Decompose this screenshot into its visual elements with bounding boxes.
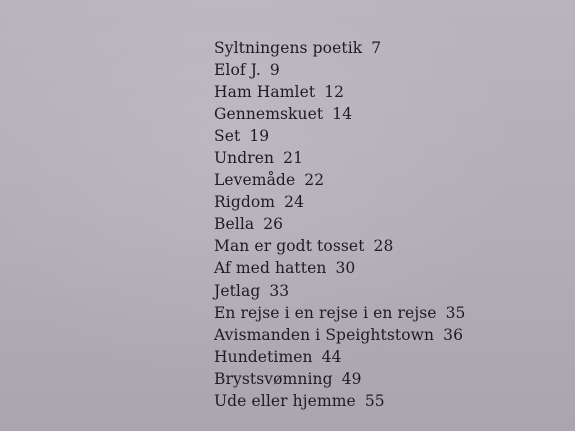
toc-entry-title: Bella [214, 215, 255, 234]
toc-entry-page: 35 [445, 303, 466, 322]
toc-entry-page: 12 [324, 83, 345, 102]
toc-entry-page: 7 [371, 39, 382, 57]
toc-entry-page: 21 [283, 149, 304, 168]
toc-entry-title: Gennemskuet [214, 105, 324, 124]
toc-entry-title: En rejse i en rejse i en rejse [214, 303, 437, 322]
toc-entry [214, 368, 466, 390]
toc-entry-page: 14 [332, 105, 353, 124]
toc-entry-page: 36 [443, 325, 464, 344]
toc-entry-title: Undren [214, 149, 275, 168]
toc-entry [214, 213, 466, 235]
toc-entry-title: Avismanden i Speightstown [214, 325, 435, 344]
toc-entry-title: Set [214, 127, 241, 146]
toc-entry [214, 390, 466, 412]
toc-entry-page: 24 [284, 193, 305, 212]
toc-entry [214, 147, 466, 169]
toc-entry [214, 103, 466, 125]
toc-entry-title: Elof J. [214, 61, 261, 80]
toc-entry [214, 257, 466, 279]
toc-entry-page: 19 [249, 127, 270, 146]
toc-entry [214, 37, 466, 59]
toc-entry [214, 191, 466, 213]
toc-entry-page: 33 [269, 281, 290, 300]
toc-entry-page: 22 [304, 171, 325, 190]
toc-entry-title: Rigdom [214, 193, 276, 212]
toc-entry-page: 30 [335, 259, 356, 278]
toc-entry [214, 59, 466, 81]
toc-entry [214, 302, 466, 324]
toc-entry [214, 346, 466, 368]
table-of-contents [214, 37, 466, 412]
toc-entry-title: Af med hatten [214, 259, 327, 278]
toc-entry [214, 280, 466, 302]
toc-entry-page: 26 [263, 215, 284, 234]
toc-entry-title: Brystsvømning [214, 369, 333, 388]
toc-entry [214, 169, 466, 191]
toc-entry-title: Jetlag [214, 281, 261, 300]
toc-entry [214, 235, 466, 257]
toc-entry-title: Syltningens poetik [214, 39, 363, 57]
toc-entry-page: 28 [373, 237, 394, 256]
toc-entry-title: Man er godt tosset [214, 237, 365, 256]
toc-entry-page: 49 [341, 369, 362, 388]
toc-entry-title: Levemåde [214, 171, 296, 190]
toc-entry-page: 9 [269, 61, 280, 80]
toc-entry-page: 55 [364, 391, 385, 410]
toc-entry [214, 125, 466, 147]
toc-entry-page: 44 [321, 347, 342, 366]
toc-entry-title: Ude eller hjemme [214, 391, 356, 410]
toc-entry-title: Hundetimen [214, 347, 313, 366]
toc-entry [214, 81, 466, 103]
toc-entry [214, 324, 466, 346]
toc-entry-title: Ham Hamlet [214, 83, 316, 102]
